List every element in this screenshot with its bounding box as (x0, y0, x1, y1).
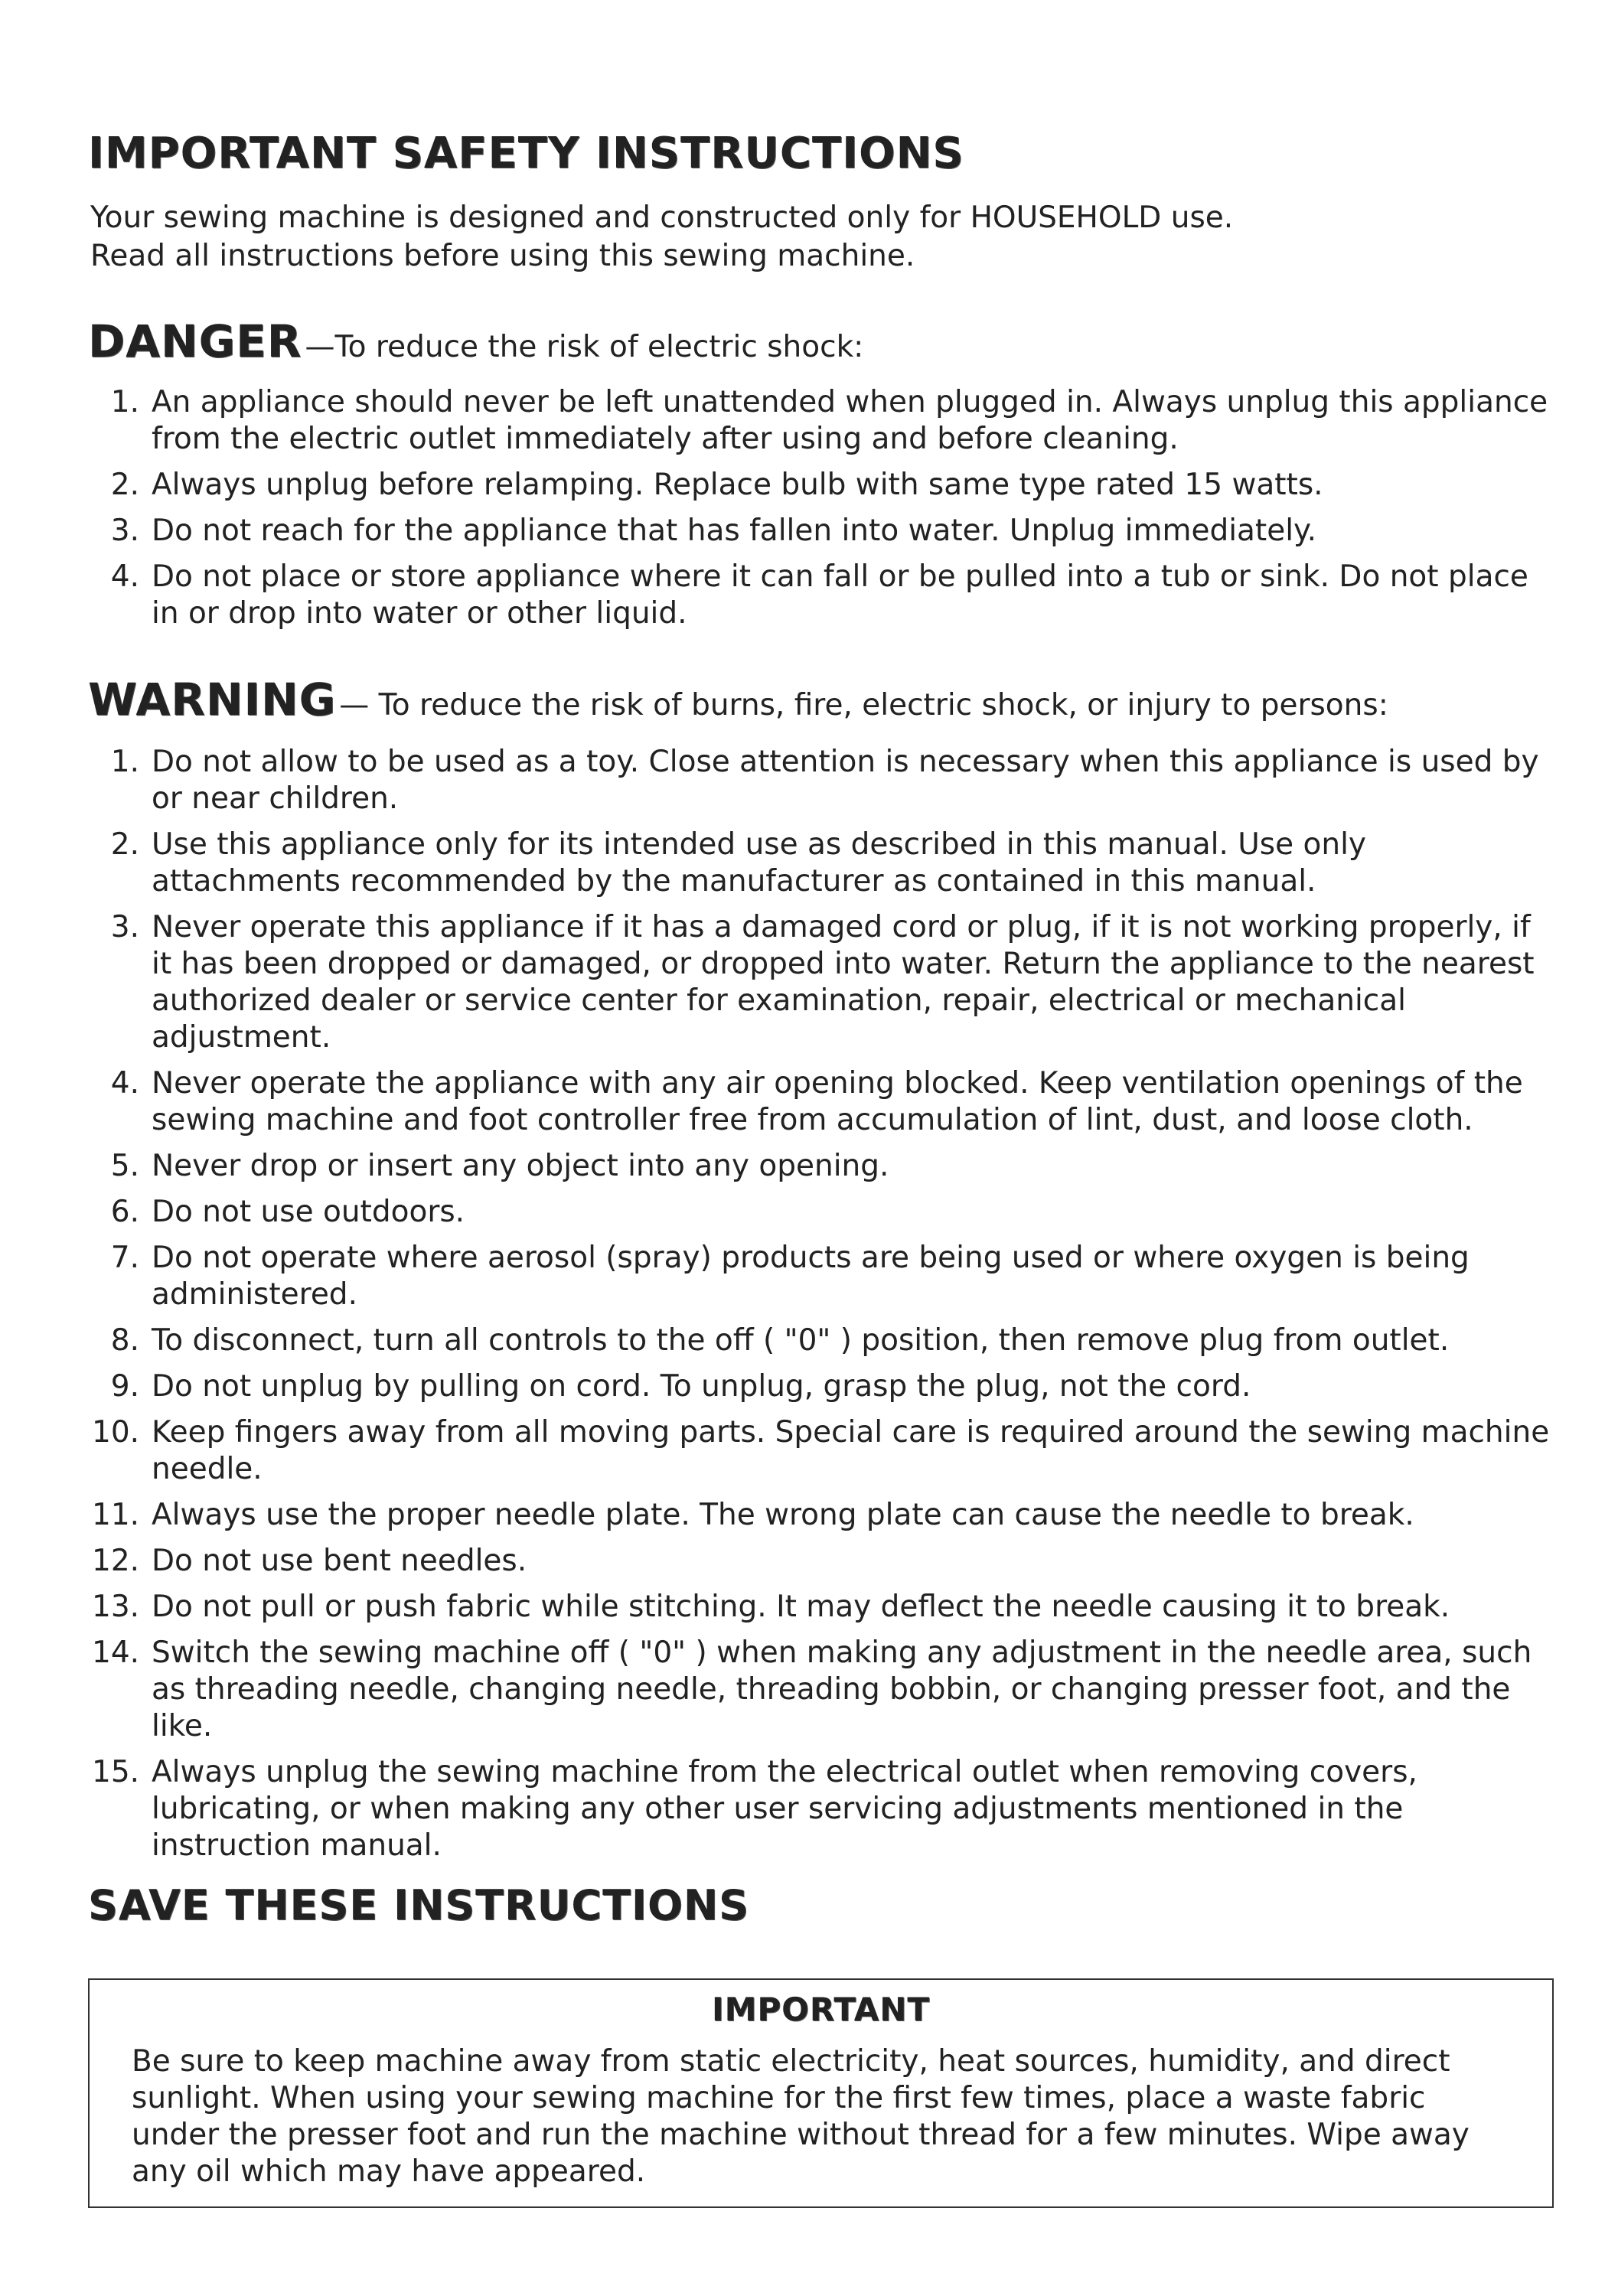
danger-subtitle: —To reduce the risk of electric shock: (305, 330, 864, 364)
page-title: IMPORTANT SAFETY INSTRUCTIONS (88, 129, 964, 178)
list-item (0, 827, 1618, 900)
list-item (0, 1635, 1618, 1745)
list-item (0, 1065, 1618, 1139)
item-number: 2. (110, 468, 139, 502)
list-item (0, 467, 1618, 504)
item-text: Do not operate where aerosol (spray) products are being used or where oxygen is being administered. (152, 1241, 1470, 1312)
item-number: 5. (110, 1149, 139, 1183)
item-text: Never operate the appliance with any air opening blocked. Keep ventilation openings of the sewing machine and foot controller free from accumulation of lint, dust, and loose cloth. (152, 1066, 1523, 1137)
important-box-text: Be sure to keep machine away from static electricity, heat sources, humidity, and direct sunlight. When using your sewing machine for the first few times, place a waste fabric under the presser foot and run the machine without thread for a few minutes. Wipe away any oil which may have appeared. (132, 2044, 1470, 2189)
danger-word: DANGER (88, 315, 302, 367)
item-number: 1. (110, 385, 139, 419)
item-number: 4. (110, 559, 139, 594)
intro-text (90, 199, 1233, 276)
item-text: Keep fingers away from all moving parts. Special care is required around the sewing machine needle. (152, 1415, 1550, 1486)
list-item (0, 1194, 1618, 1231)
item-number: 15. (92, 1755, 140, 1789)
item-text: To disconnect, turn all controls to the off ( "0" ) position, then remove plug from outlet. (152, 1323, 1450, 1358)
item-number: 11. (92, 1498, 140, 1532)
item-text: Switch the sewing machine off ( "0" ) when making any adjustment in the needle area, such as threading needle, changing needle, threading bobbin, or changing presser foot, and the like. (152, 1636, 1532, 1743)
danger-list (0, 384, 1618, 641)
list-item (0, 909, 1618, 1056)
danger-heading (88, 315, 863, 367)
item-text: Never operate this appliance if it has a damaged cord or plug, if it is not working properly, if it has been dropped or damaged, or dropped into water. Return the appliance to the nearest authorized dealer or service center for examination, repair, electrical or mechanical adjustment. (152, 910, 1535, 1055)
item-number: 3. (110, 910, 139, 944)
list-item (0, 1322, 1618, 1359)
list-item (0, 1240, 1618, 1313)
list-item (0, 1543, 1618, 1580)
intro-line-1: Your sewing machine is designed and constructed only for HOUSEHOLD use. (90, 201, 1234, 235)
item-text: Never drop or insert any object into any opening. (152, 1149, 889, 1183)
list-item (0, 513, 1618, 550)
important-box-title: IMPORTANT (711, 1991, 931, 2028)
item-number: 8. (110, 1323, 139, 1358)
item-text: Always use the proper needle plate. The wrong plate can cause the needle to break. (152, 1498, 1414, 1532)
item-text: Do not allow to be used as a toy. Close attention is necessary when this appliance is used by or near children. (152, 745, 1539, 816)
item-number: 4. (110, 1066, 139, 1101)
item-text: Do not use outdoors. (152, 1195, 465, 1229)
list-item (0, 1368, 1618, 1405)
list-item (0, 1148, 1618, 1185)
warning-list (0, 744, 1618, 1874)
item-text: Do not reach for the appliance that has fallen into water. Unplug immediately. (152, 514, 1316, 548)
item-text: An appliance should never be left unattended when plugged in. Always unplug this appliance from the electric outlet immediately after using and before cleaning. (152, 385, 1548, 456)
item-text: Do not use bent needles. (152, 1544, 527, 1578)
warning-word: WARNING (88, 673, 337, 726)
item-number: 13. (92, 1590, 140, 1624)
item-number: 10. (92, 1415, 140, 1450)
item-number: 14. (92, 1636, 140, 1670)
item-text: Always unplug the sewing machine from the electrical outlet when removing covers, lubricating, or when making any other user servicing adjustments mentioned in the instruction manual. (152, 1755, 1417, 1863)
list-item (0, 1754, 1618, 1864)
list-item (0, 1414, 1618, 1488)
list-item (0, 1497, 1618, 1534)
item-number: 7. (110, 1241, 139, 1275)
item-number: 2. (110, 827, 139, 862)
list-item (0, 744, 1618, 817)
save-instructions-title: SAVE THESE INSTRUCTIONS (88, 1881, 749, 1929)
item-text: Do not unplug by pulling on cord. To unplug, grasp the plug, not the cord. (152, 1369, 1251, 1404)
list-item (0, 1589, 1618, 1626)
item-number: 3. (110, 514, 139, 548)
item-number: 9. (110, 1369, 139, 1404)
item-text: Always unplug before relamping. Replace bulb with same type rated 15 watts. (152, 468, 1323, 502)
important-notice-box (88, 1978, 1554, 2208)
item-text: Do not pull or push fabric while stitching. It may deflect the needle causing it to break. (152, 1590, 1450, 1624)
item-number: 12. (92, 1544, 140, 1578)
list-item (0, 384, 1618, 458)
item-number: 6. (110, 1195, 139, 1229)
item-text: Use this appliance only for its intended use as described in this manual. Use only attachments recommended by the manufacturer as contained in this manual. (152, 827, 1367, 899)
list-item (0, 559, 1618, 632)
warning-heading (88, 673, 1388, 726)
warning-subtitle: — To reduce the risk of burns, fire, electric shock, or injury to persons: (339, 688, 1388, 722)
intro-line-2: Read all instructions before using this sewing machine. (90, 239, 915, 273)
item-number: 1. (110, 745, 139, 779)
item-text: Do not place or store appliance where it can fall or be pulled into a tub or sink. Do not place in or drop into water or other liquid. (152, 559, 1528, 631)
